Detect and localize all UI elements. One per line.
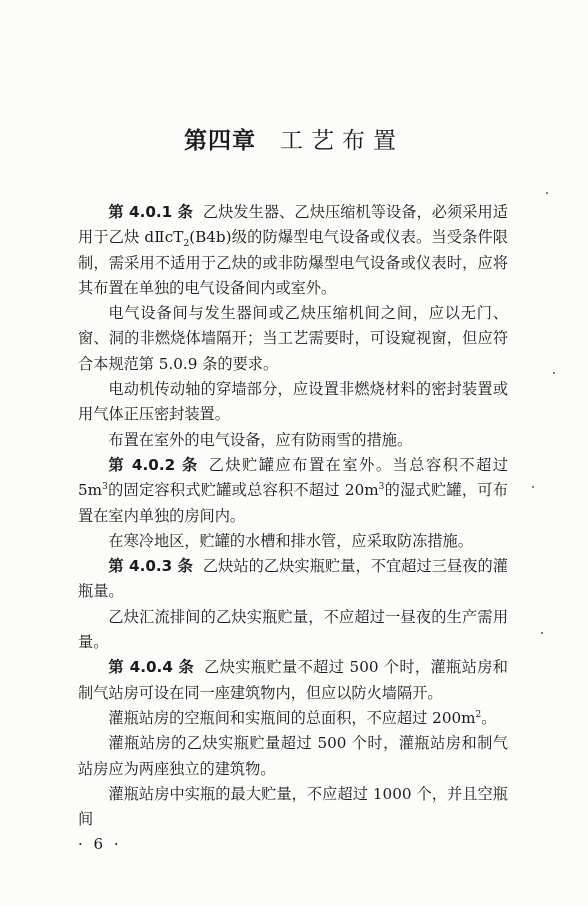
paragraph: 灌瓶站房中实瓶的最大贮量，不应超过 1000 个，并且空瓶间 <box>78 784 508 829</box>
page-number: · 6 · <box>78 835 122 853</box>
chapter-title <box>0 122 588 155</box>
clause-number: 第 4.0.1 条 <box>108 203 193 221</box>
paragraph-4-0-4 <box>78 655 508 706</box>
paragraph-text: (B4b)级的防爆型电气设备或仪表。当受条件限制，需采用不适用于乙炔的或非防爆型电气设备或仪表时，应将其布置在单独的电气设备间内或室外。 <box>78 228 508 297</box>
superscript: 3 <box>102 482 108 493</box>
superscript: 2 <box>475 709 482 720</box>
chapter-name: 工艺布置 <box>280 128 404 154</box>
paragraph-text: 乙炔实瓶贮量不超过 500 个时，灌瓶站房和制气站房可设在同一座建筑物内，但应以防火墙隔开。 <box>78 658 508 702</box>
scan-speck <box>541 632 543 634</box>
paragraph-text: 。 <box>481 708 497 727</box>
clause-number: 第 4.0.3 条 <box>108 557 193 576</box>
paragraph-text: 乙炔贮罐应布置在室外。当总容积不超过 5m <box>78 455 508 500</box>
chapter-number: 第四章 <box>184 128 256 154</box>
clause-number: 第 4.0.2 条 <box>108 455 199 474</box>
paragraph: 布置在室外的电气设备，应有防雨雪的措施。 <box>108 430 413 449</box>
scan-speck <box>546 192 548 194</box>
paragraph <box>78 706 508 731</box>
paragraph-text: 乙炔发生器、乙炔压缩机等设备，必须采用适用于乙炔 dⅡcT <box>78 203 508 247</box>
paragraph: 电动机传动轴的穿墙部分，应设置非燃烧材料的密封装置或用气体正压密封装置。 <box>78 380 508 424</box>
paragraph-4-0-2 <box>78 453 508 529</box>
paragraph-4-0-3 <box>78 554 508 605</box>
paragraph: 电气设备间与发生器间或乙炔压缩机间之间，应以无门、窗、洞的非燃烧体墙隔开；当工艺需要时，可设窥视窗，但应符合本规范第 5.0.9 条的要求。 <box>78 304 508 373</box>
paragraph: 在寒冷地区，贮罐的水槽和排水管，应采取防冻措施。 <box>108 531 473 550</box>
scan-speck <box>532 486 534 488</box>
paragraph-text: 的固定容积式贮罐或总容积不超过 20m <box>107 481 379 500</box>
paragraph-text: 灌瓶站房的空瓶间和实瓶间的总面积，不应超过 200m <box>108 708 476 727</box>
subscript: 2 <box>183 239 190 250</box>
clause-number: 第 4.0.4 条 <box>108 658 195 677</box>
paragraph-text: 的湿式贮罐，可布置在室内单独的房间内。 <box>78 481 508 525</box>
paragraph-4-0-1 <box>78 200 508 301</box>
paragraph: 乙炔汇流排间的乙炔实瓶贮量，不应超过一昼夜的生产需用量。 <box>78 607 508 652</box>
scan-speck <box>553 372 555 374</box>
paragraph-text: 乙炔站的乙炔实瓶贮量，不宜超过三昼夜的灌瓶量。 <box>78 557 508 601</box>
body-text <box>78 200 508 832</box>
paragraph: 灌瓶站房的乙炔实瓶贮量超过 500 个时，灌瓶站房和制气站房应为两座独立的建筑物。 <box>78 734 508 778</box>
superscript: 3 <box>378 482 385 493</box>
